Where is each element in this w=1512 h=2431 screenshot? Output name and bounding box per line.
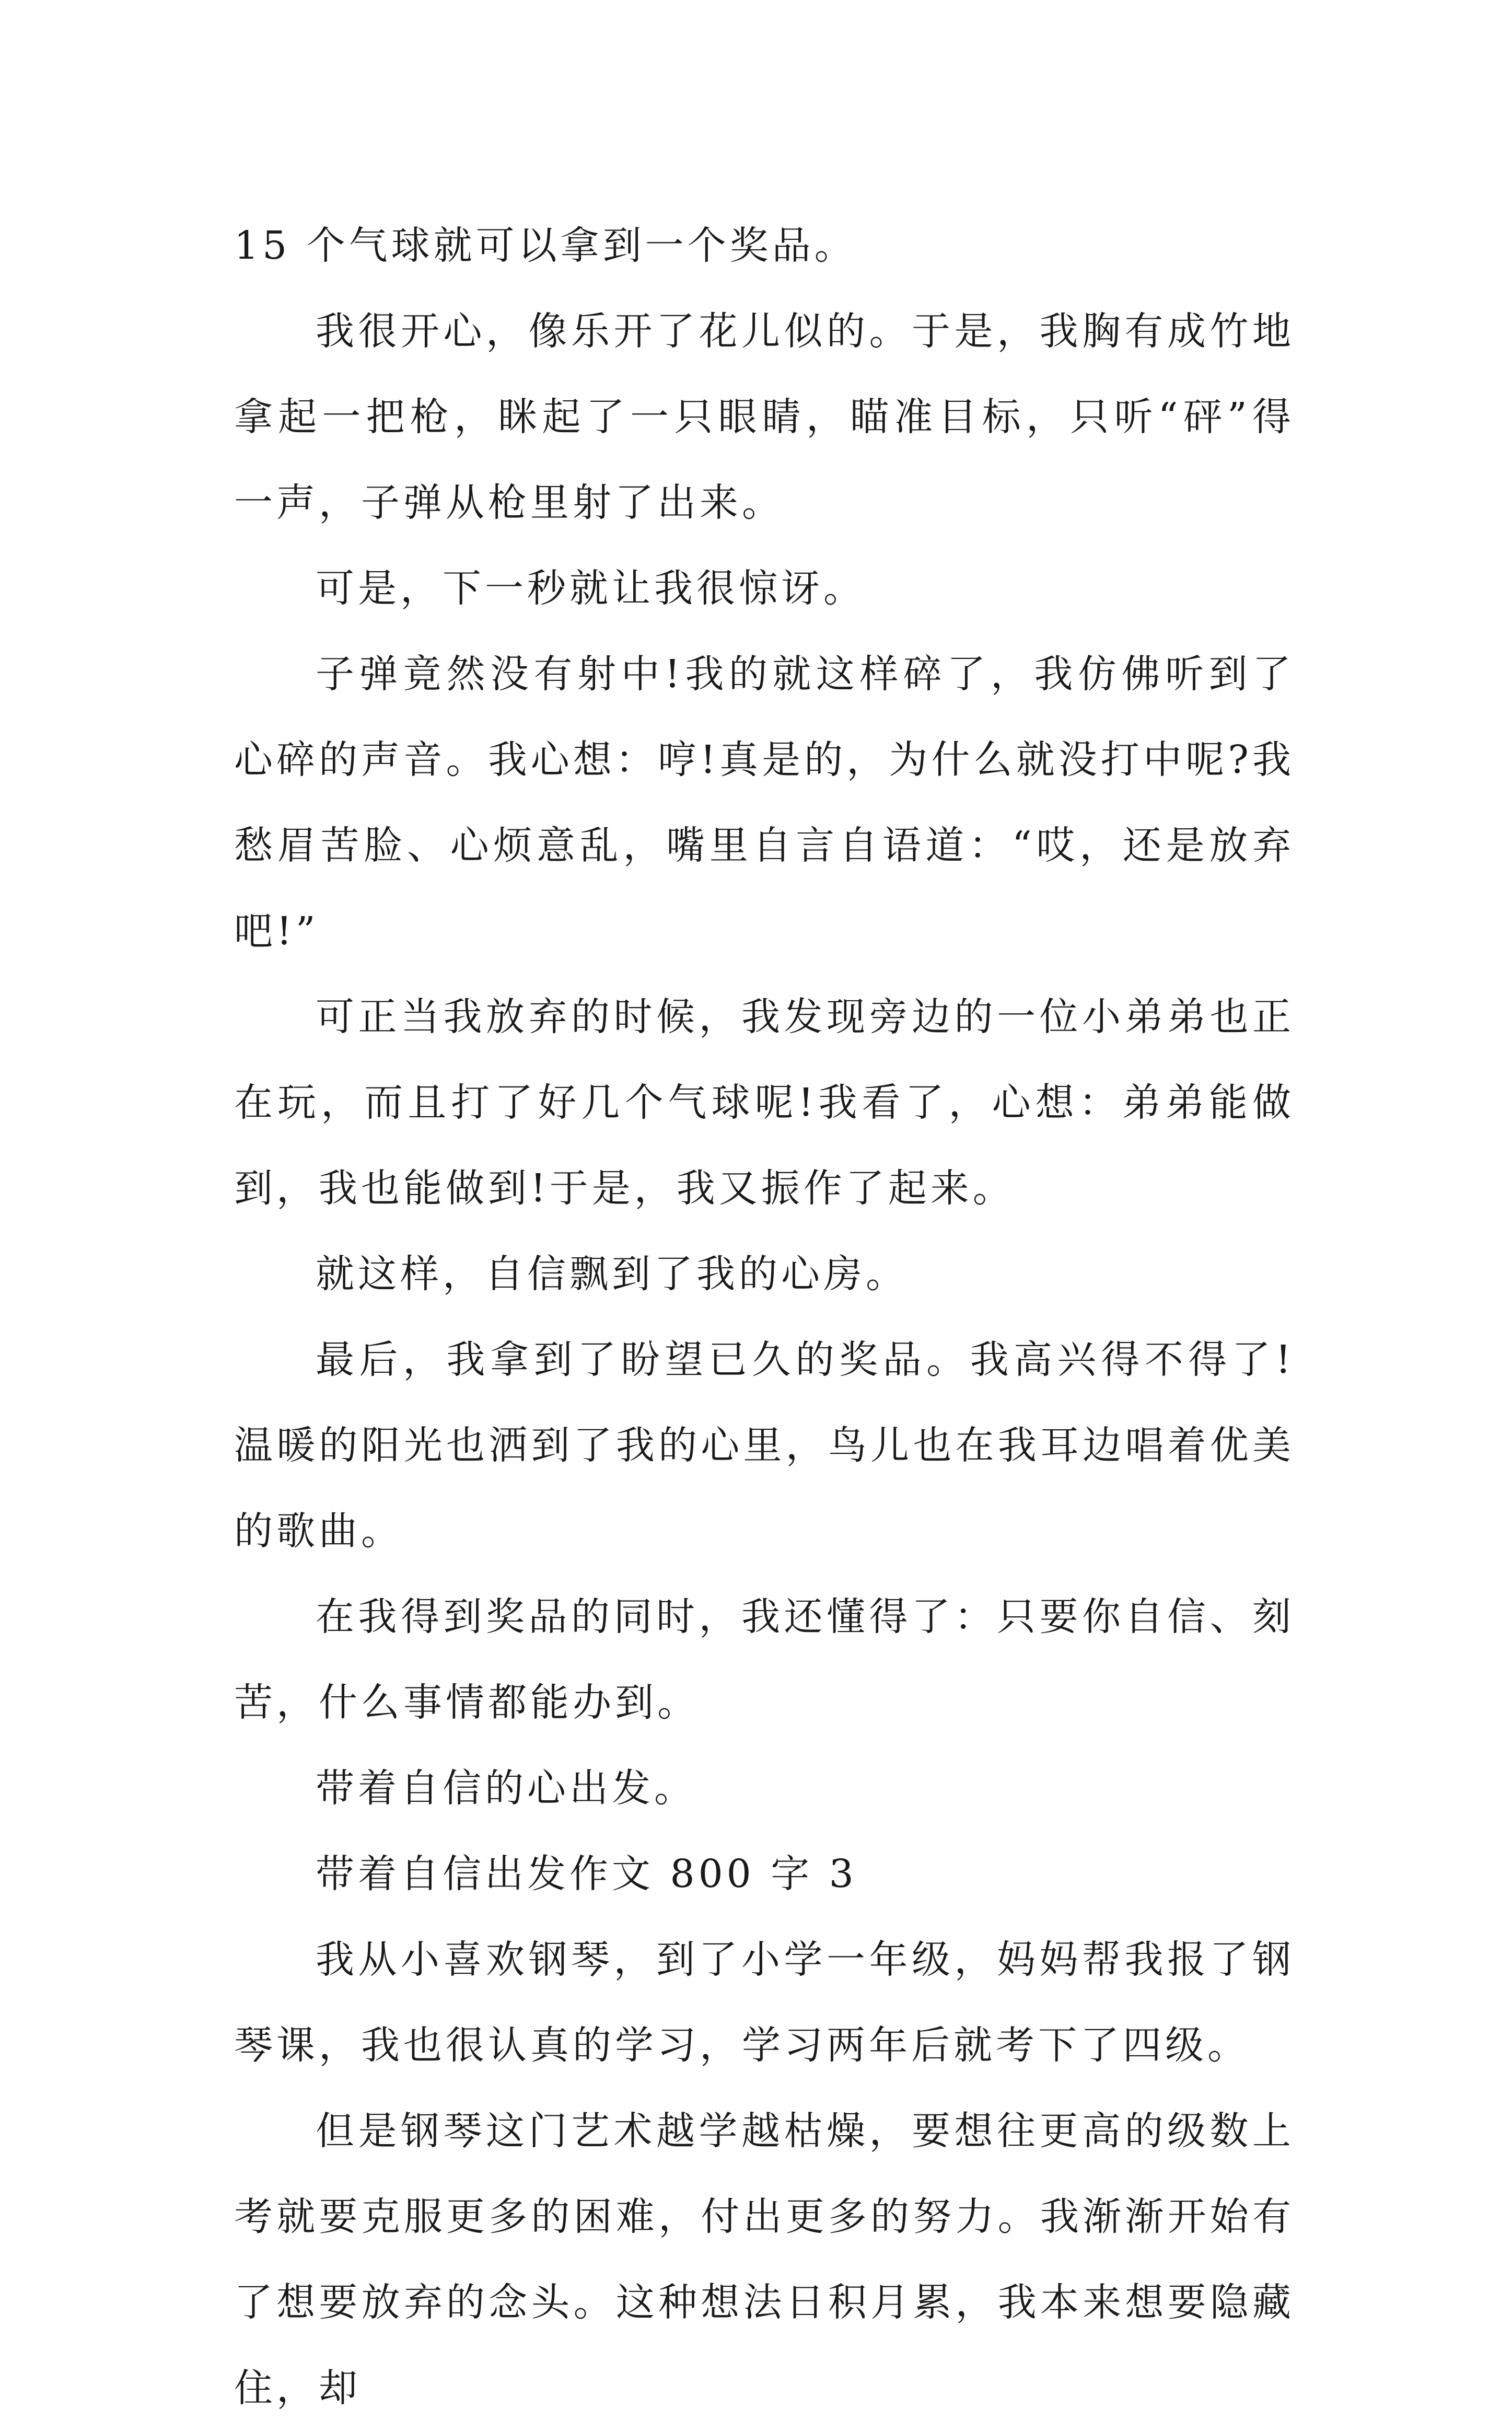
paragraph-3: 可是，下一秒就让我很惊讶。 <box>316 566 866 611</box>
paragraph-1: 15 个气球就可以拿到一个奖品。 <box>234 223 857 268</box>
paragraph-6: 就这样，自信飘到了我的心房。 <box>316 1252 908 1296</box>
paragraph-7: 最后，我拿到了盼望已久的奖品。我高兴得不得了!温暖的阳光也洒到了我的心里，鸟儿也在我耳边唱着优美的歌曲。 <box>234 1337 1295 1554</box>
paragraph-12: 但是钢琴这门艺术越学越枯燥，要想往更高的级数上考就要克服更多的困难，付出更多的努力。我渐渐开始有了想要放弃的念头。这种想法日积月累，我本来想要隐藏住，却 <box>234 2109 1295 2411</box>
paragraph-2: 我很开心，像乐开了花儿似的。于是，我胸有成竹地拿起一把枪，眯起了一只眼睛，瞄准目标，只听“砰”得一声，子弹从枪里射了出来。 <box>234 309 1295 525</box>
paragraph-9: 带着自信的心出发。 <box>316 1766 696 1811</box>
paragraph-5: 可正当我放弃的时候，我发现旁边的一位小弟弟也正在玩，而且打了好几个气球呢!我看了，心想：弟弟能做到，我也能做到!于是，我又振作了起来。 <box>234 994 1295 1211</box>
paragraph-11: 我从小喜欢钢琴，到了小学一年级，妈妈帮我报了钢琴课，我也很认真的学习，学习两年后就考下了四级。 <box>234 1937 1295 2068</box>
paragraph-4: 子弹竟然没有射中!我的就这样碎了，我仿佛听到了心碎的声音。我心想：哼!真是的，为什么就没打中呢?我愁眉苦脸、心烦意乱，嘴里自言自语道：“哎，还是放弃吧!” <box>234 652 1295 954</box>
essay-body <box>234 203 1295 2431</box>
section-heading: 带着自信出发作文 800 字 3 <box>316 1851 857 1896</box>
paragraph-8: 在我得到奖品的同时，我还懂得了：只要你自信、刻苦，什么事情都能办到。 <box>234 1594 1295 1725</box>
